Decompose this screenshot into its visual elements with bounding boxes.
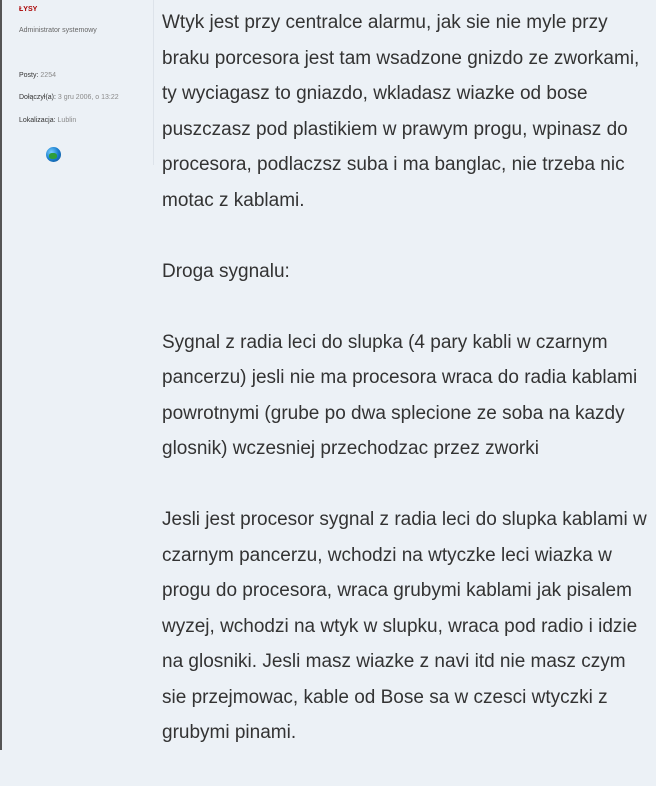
window-edge bbox=[0, 0, 2, 750]
post-paragraph: Sygnal z radia leci do slupka (4 pary kabli w czarnym pancerzu) jesli nie ma procesora wraca do radia kablami powrotnymi (grube po dwa splecione ze soba na kazdy glosnik) wczesniej przechodzac przez zworki bbox=[162, 331, 638, 459]
posts-count: 2254 bbox=[40, 72, 56, 79]
location-label: Lokalizacja: bbox=[19, 117, 56, 124]
posts-label: Posty: bbox=[19, 72, 39, 79]
author-posts bbox=[19, 72, 56, 79]
globe-icon bbox=[46, 147, 61, 162]
joined-date: 3 gru 2006, o 13:22 bbox=[57, 94, 119, 101]
author-rank: Administrator systemowy bbox=[19, 27, 97, 34]
post-paragraph: Wtyk jest przy centralce alarmu, jak sie nie myle przy braku porcesora jest tam wsadzone gnizdo ze zworkami, ty wyciagasz to gniazdo, wkladasz wiazke od bose puszczasz pod plastikiem w prawym progu, wpinasz do procesora, podlaczsz suba i ma banglac, nie trzeba nic motac z kablami. bbox=[162, 12, 640, 211]
post-body bbox=[162, 5, 652, 786]
author-username[interactable]: ŁYSY bbox=[19, 6, 38, 13]
post-paragraph: Droga sygnalu: bbox=[162, 260, 290, 282]
author-joined bbox=[19, 94, 119, 101]
location-value: Lublin bbox=[57, 117, 77, 124]
post-paragraph: Jesli jest procesor sygnal z radia leci do slupka kablami w czarnym pancerzu, wchodzi na wtyczke leci wiazka w progu do procesora, wraca grubymi kablami jak pisalem wyzej, wchodzi na wtyk w slupku, wraca pod radio i idzie na glosniki. Jesli masz wiazke z navi itd nie masz czym sie przejmowac, kable od Bose sa w czesci wtyczki z grubymi pinami. bbox=[162, 509, 647, 743]
author-location bbox=[19, 117, 76, 124]
joined-label: Dołączył(a): bbox=[19, 94, 56, 101]
post-author-profile bbox=[19, 0, 154, 165]
